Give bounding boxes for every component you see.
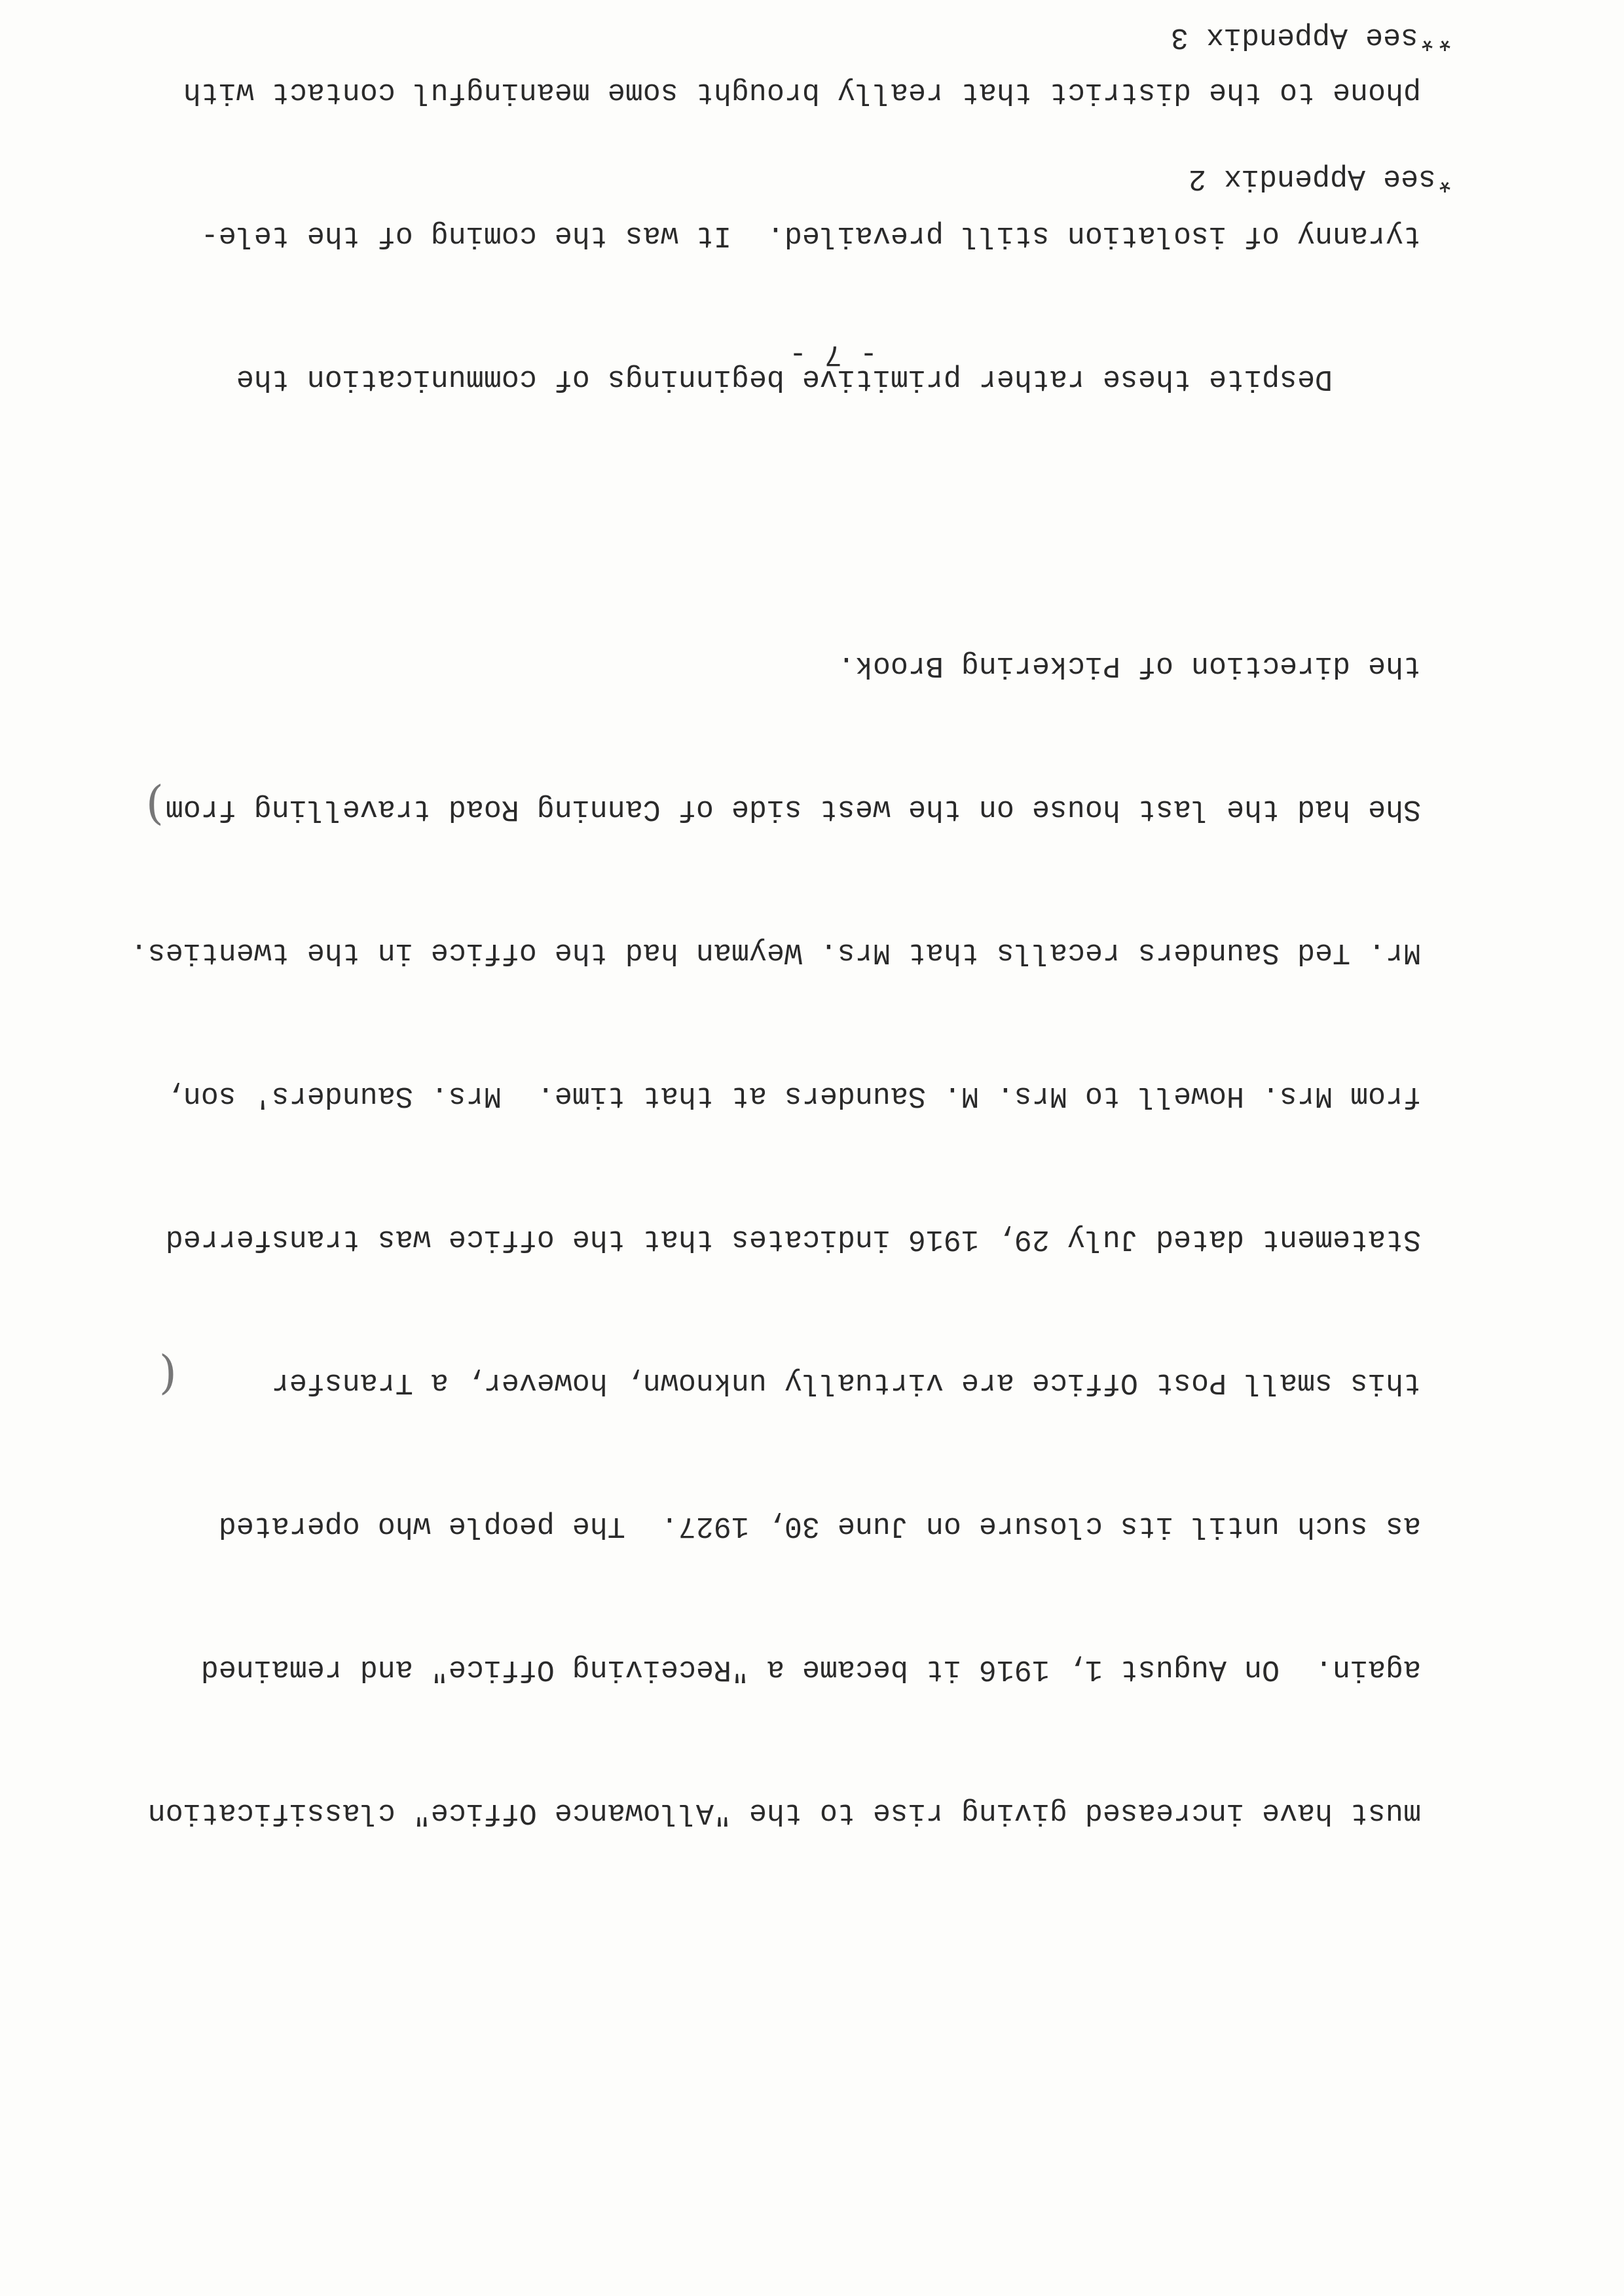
page-number: - 7 - (788, 337, 877, 371)
text-line: Despite these rather primitive beginnings of communication the (236, 362, 1421, 395)
text-line: She had the last house on the west side of Canning Road travelling from (165, 792, 1421, 826)
text-line: as such until its closure on June 30, 1927. The people who operated (218, 1509, 1421, 1542)
text-line: must have increased giving rise to the "Allowance Office" classification (147, 1796, 1421, 1829)
text-line: from Mrs. Howell to Mrs. M. Saunders at that time. Mrs. Saunders' son, (165, 1079, 1421, 1112)
margin-bracket-mark: ) (145, 780, 164, 833)
text-line: phone to the district that really brought some meaningful contact with (183, 75, 1421, 109)
text-line: the direction of Pickering Brook. (837, 649, 1421, 682)
text-line: this small Post Office are virtually unknown, however, a Transfer (271, 1366, 1421, 1399)
text-line: again. On August 1, 1916 it became a "Receiving Office" and remained (200, 1652, 1421, 1686)
footnote: *see Appendix 2 (1188, 162, 1454, 195)
margin-bracket-mark: ( (158, 1349, 177, 1403)
text-line: Statement dated July 29, 1916 indicates that the office was transferred (165, 1222, 1421, 1256)
footnote: **see Appendix 3 (1170, 20, 1454, 54)
footnotes (1171, 0, 1454, 298)
text-line: Mr. Ted Saunders recalls that Mrs. Weyman had the office in the twenties. (130, 936, 1421, 969)
paragraph-gap (130, 498, 1421, 546)
text-line: tyranny of isolation still prevailed. It was the coming of the tele- (200, 219, 1421, 252)
